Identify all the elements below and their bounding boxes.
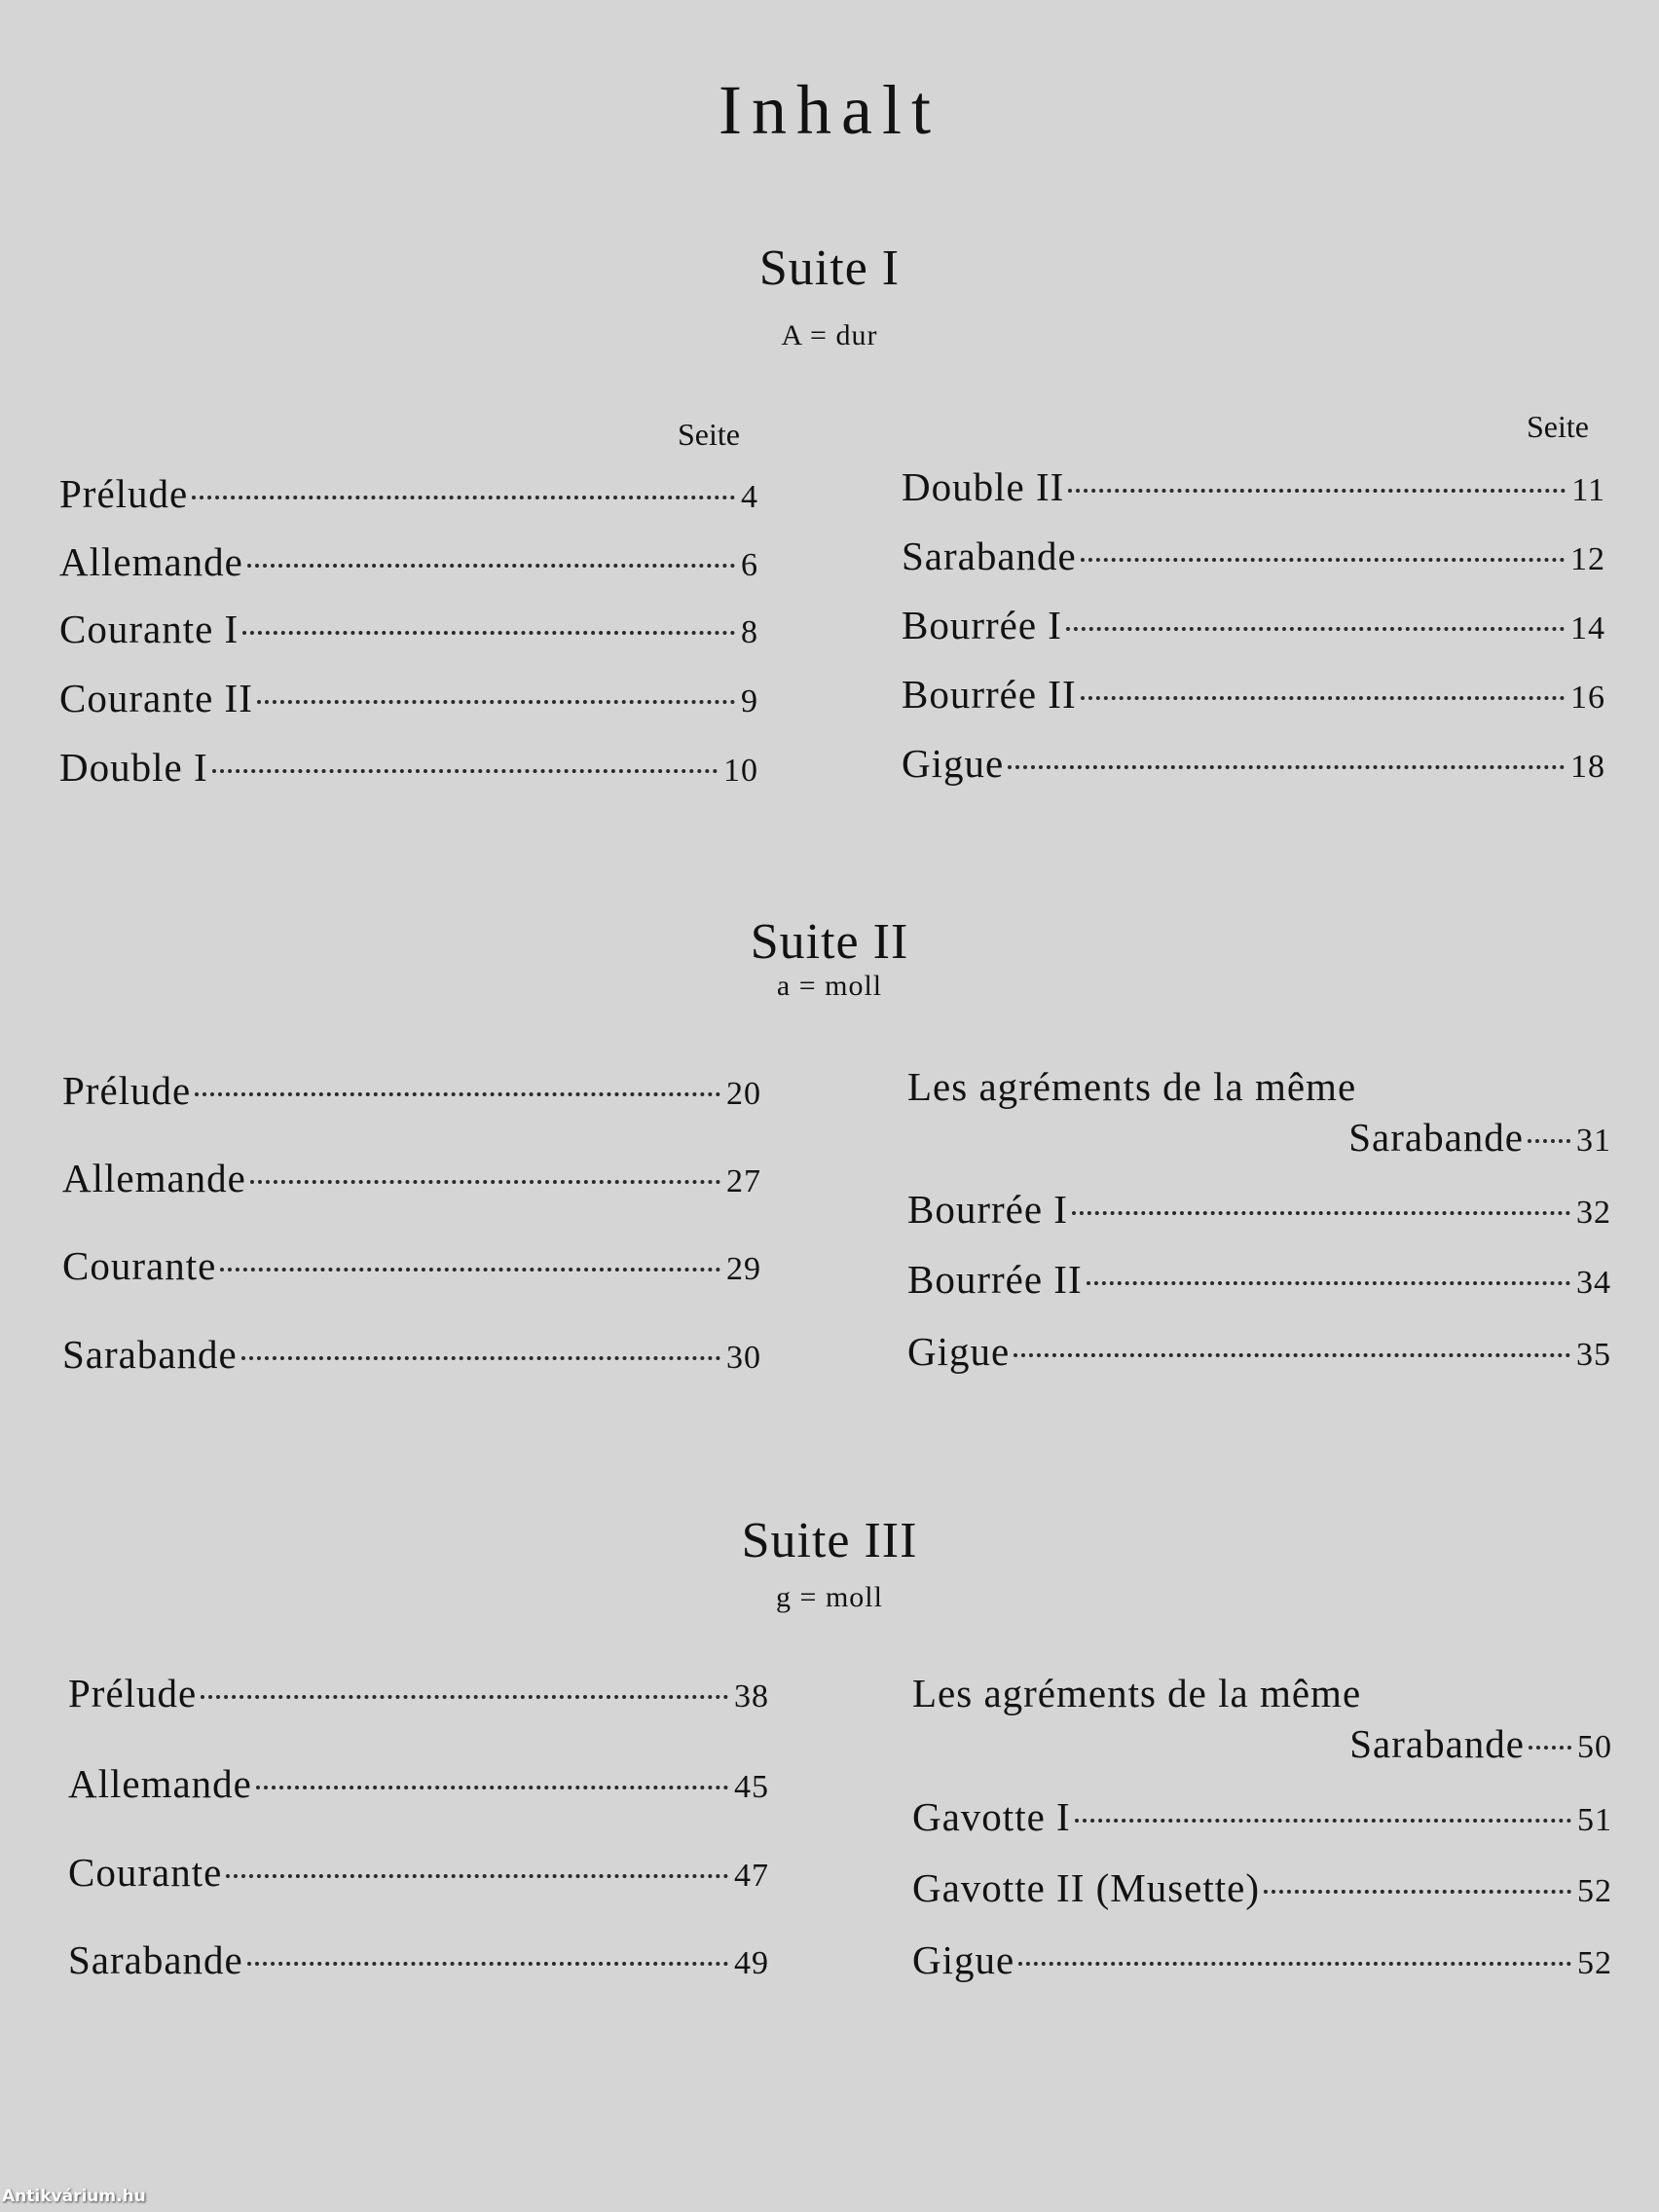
page-number: 11 xyxy=(1571,472,1605,508)
page-number: 4 xyxy=(741,479,758,515)
toc-entry-line[interactable] xyxy=(907,1062,1611,1111)
toc-entry-title: Allemande xyxy=(68,1761,252,1806)
toc-entry-title: Courante I xyxy=(59,607,240,651)
toc-entry-title: Sarabande xyxy=(1349,1721,1525,1766)
page-number: 18 xyxy=(1570,749,1605,785)
dot-leader xyxy=(1072,1210,1570,1215)
toc-entry-title: Sarabande xyxy=(902,534,1077,578)
dot-leader xyxy=(242,630,735,635)
toc-entry[interactable] xyxy=(912,1936,1612,1984)
dot-leader xyxy=(1264,1889,1571,1894)
toc-entry-title: Allemande xyxy=(62,1156,246,1200)
dot-leader xyxy=(250,1179,720,1184)
toc-entry-title: Gigue xyxy=(912,1937,1015,1982)
dot-leader xyxy=(247,1961,728,1966)
dot-leader xyxy=(241,1355,720,1360)
page-title: Inhalt xyxy=(719,71,940,149)
page-number: 49 xyxy=(734,1945,769,1981)
toc-entry[interactable] xyxy=(907,1255,1611,1304)
page-number: 51 xyxy=(1577,1802,1612,1838)
toc-entry[interactable] xyxy=(907,1113,1611,1161)
dot-leader xyxy=(1081,695,1565,700)
toc-entry[interactable] xyxy=(902,670,1605,719)
toc-entry[interactable] xyxy=(902,739,1605,788)
toc-entry-title: Gigue xyxy=(907,1329,1011,1374)
suite-3-title: Suite III xyxy=(741,1513,918,1568)
page-number: 9 xyxy=(741,683,758,719)
dot-leader xyxy=(247,563,735,568)
toc-entry-title: Bourrée I xyxy=(902,603,1062,647)
toc-entry[interactable] xyxy=(68,1848,769,1897)
toc-entry-title: Sarabande xyxy=(1348,1115,1524,1160)
page-number: 6 xyxy=(741,547,758,583)
dot-leader xyxy=(195,1091,720,1096)
toc-entry[interactable] xyxy=(68,1759,769,1808)
page-number: 52 xyxy=(1577,1873,1612,1909)
toc-entry-title: Les agréments de la même xyxy=(907,1064,1357,1109)
page-number: 10 xyxy=(723,753,758,789)
toc-entry-title: Courante xyxy=(62,1243,217,1288)
toc-entry-title: Gavotte II (Musette) xyxy=(912,1865,1260,1910)
page-number: 52 xyxy=(1577,1945,1612,1981)
toc-entry[interactable] xyxy=(59,605,758,653)
toc-entry-title: Prélude xyxy=(59,471,189,516)
seite-label-right: Seite xyxy=(1527,409,1589,444)
toc-entry-title: Gavotte I xyxy=(912,1794,1071,1839)
page-number: 20 xyxy=(726,1076,761,1112)
page-number: 27 xyxy=(726,1163,761,1199)
page-number: 16 xyxy=(1570,680,1605,716)
page-number: 12 xyxy=(1570,541,1605,577)
toc-entry-title: Les agréments de la même xyxy=(912,1671,1362,1715)
dot-leader xyxy=(1068,488,1566,493)
toc-entry[interactable] xyxy=(59,674,758,722)
toc-entry[interactable] xyxy=(62,1154,761,1202)
page-number: 50 xyxy=(1577,1729,1612,1765)
toc-entry[interactable] xyxy=(62,1330,761,1379)
page-number: 45 xyxy=(734,1769,769,1805)
page-number: 34 xyxy=(1576,1265,1611,1301)
toc-entry[interactable] xyxy=(902,462,1605,511)
dot-leader xyxy=(1066,626,1565,631)
toc-entry-title: Courante xyxy=(68,1850,223,1895)
toc-entry-title: Allemande xyxy=(59,539,243,584)
toc-entry[interactable] xyxy=(912,1719,1612,1768)
toc-entry[interactable] xyxy=(907,1327,1611,1376)
toc-entry-title: Courante II xyxy=(59,676,253,720)
toc-entry-title: Double II xyxy=(902,464,1065,509)
toc-entry-title: Double I xyxy=(59,745,208,790)
toc-entry[interactable] xyxy=(59,537,758,586)
dot-leader xyxy=(192,495,735,499)
toc-entry[interactable] xyxy=(912,1863,1612,1912)
dot-leader xyxy=(220,1267,720,1272)
toc-entry[interactable] xyxy=(68,1936,769,1984)
dot-leader xyxy=(1528,1138,1570,1143)
page-number: 31 xyxy=(1576,1123,1611,1159)
suite-2-key: a = moll xyxy=(776,970,883,1002)
suite-1-title: Suite I xyxy=(758,240,901,296)
toc-entry[interactable] xyxy=(62,1066,761,1115)
dot-leader xyxy=(212,768,718,773)
page-number: 32 xyxy=(1576,1195,1611,1231)
dot-leader xyxy=(1014,1352,1570,1357)
toc-entry-title: Gigue xyxy=(902,741,1005,786)
toc-entry-title: Bourrée II xyxy=(907,1257,1083,1302)
page-number: 8 xyxy=(741,614,758,650)
dot-leader xyxy=(201,1694,728,1699)
toc-entry[interactable] xyxy=(902,601,1605,649)
toc-entry[interactable] xyxy=(59,743,758,792)
toc-entry[interactable] xyxy=(62,1241,761,1290)
page-number: 35 xyxy=(1576,1337,1611,1373)
toc-entry-title: Prélude xyxy=(62,1068,192,1113)
dot-leader xyxy=(256,1785,728,1789)
toc-entry[interactable] xyxy=(68,1669,769,1717)
toc-entry-title: Sarabande xyxy=(68,1937,243,1982)
toc-entry[interactable] xyxy=(907,1185,1611,1234)
toc-entry-title: Bourrée II xyxy=(902,672,1077,717)
dot-leader xyxy=(1529,1745,1571,1750)
seite-label-left: Seite xyxy=(678,417,740,452)
page-number: 47 xyxy=(734,1858,769,1894)
toc-entry[interactable] xyxy=(912,1792,1612,1841)
suite-1-key: A = dur xyxy=(781,319,878,351)
dot-leader xyxy=(1087,1280,1570,1285)
dot-leader xyxy=(1081,557,1565,562)
dot-leader xyxy=(1018,1961,1571,1966)
toc-entry[interactable] xyxy=(59,469,758,518)
suite-3-key: g = moll xyxy=(776,1581,883,1613)
toc-entry-title: Prélude xyxy=(68,1671,198,1715)
toc-entry[interactable] xyxy=(902,532,1605,580)
suite-2-title: Suite II xyxy=(750,914,909,970)
toc-entry-title: Bourrée I xyxy=(907,1187,1068,1232)
page-number: 14 xyxy=(1570,610,1605,646)
page-number: 29 xyxy=(726,1251,761,1287)
dot-leader xyxy=(226,1873,728,1878)
page-number: 38 xyxy=(734,1678,769,1714)
page-number: 30 xyxy=(726,1340,761,1376)
dot-leader xyxy=(1008,764,1565,769)
toc-entry-line[interactable] xyxy=(912,1669,1612,1717)
dot-leader xyxy=(1075,1818,1571,1823)
watermark: Antikvárium.hu xyxy=(2,2187,146,2206)
dot-leader xyxy=(257,699,735,704)
toc-entry-title: Sarabande xyxy=(62,1332,238,1377)
